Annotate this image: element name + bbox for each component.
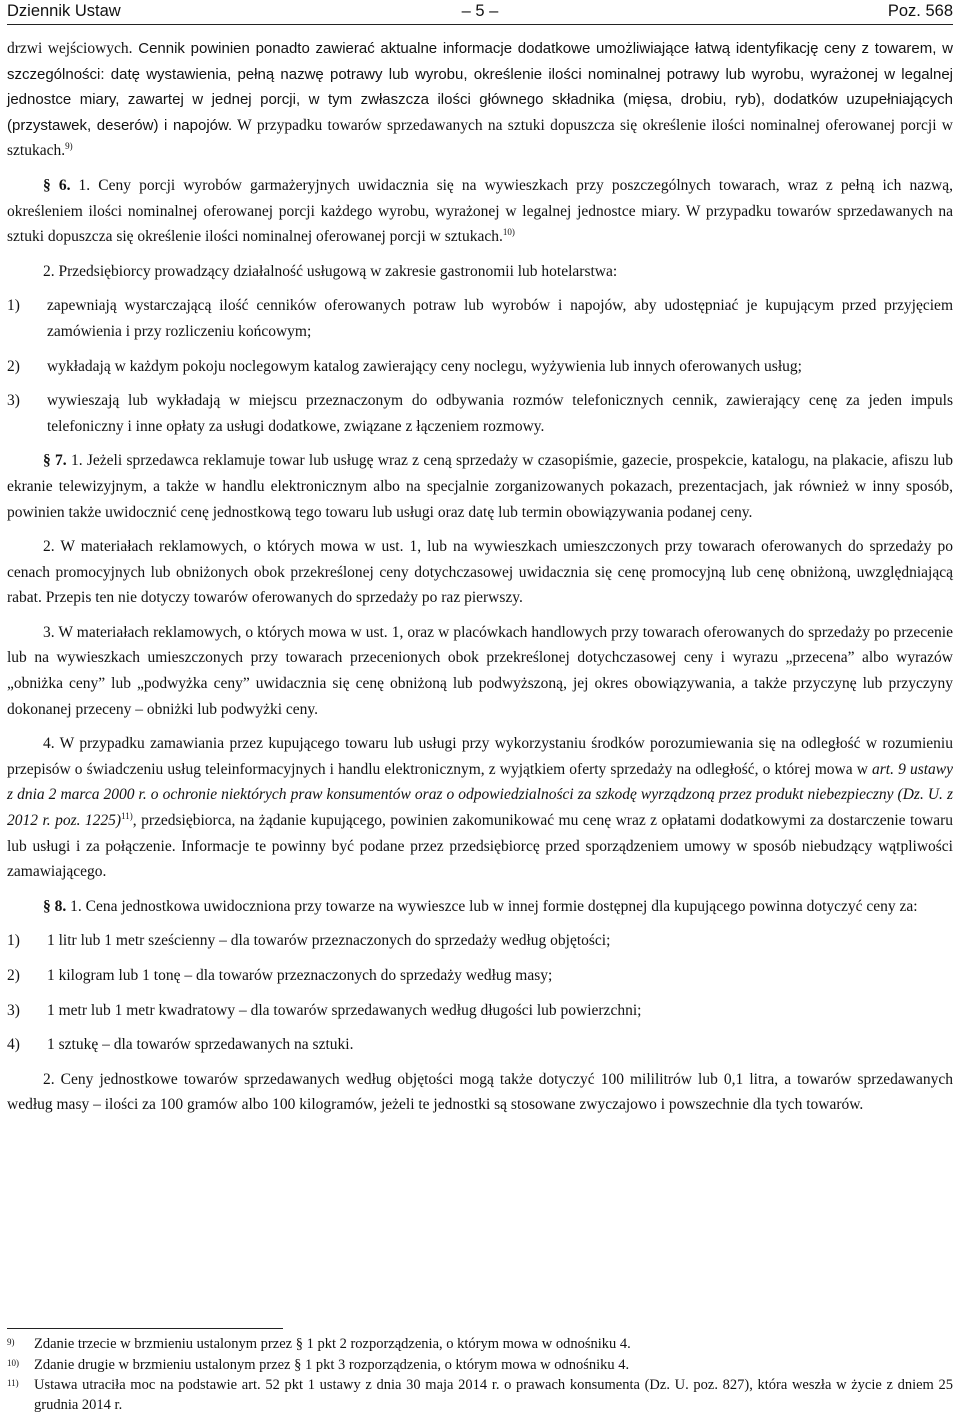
footnote-ref-9: 9) xyxy=(65,141,73,152)
section-8-paragraph-2: 2. Ceny jednostkowe towarów sprzedawanych według objętości mogą także dotyczyć 100 mililitrów lub 0,1 litra, a towarów sprzedawanych według masy – ilości za 100 gramów albo 100 kilogramów, jeżeli te jednostki są stosowane zwyczajowo i powszechnie dla tych towarów. xyxy=(7,1070,953,1114)
list-item-text: 1 sztukę – dla towarów sprzedawanych na sztuki. xyxy=(47,1036,354,1054)
section-8-p1-text: 1. Cena jednostkowa uwidoczniona przy towarze na wywieszce lub w innej formie dostępnej dla kupującego powinna dotyczyć ceny za: xyxy=(66,897,918,915)
footnote xyxy=(7,1356,953,1376)
list-item-number: 2) xyxy=(7,357,20,375)
section-6-paragraph-2: 2. Przedsiębiorcy prowadzący działalność usługową w zakresie gastronomii lub hotelarstwa: xyxy=(43,262,618,280)
continuation-serif-start: drzwi wejściowych. xyxy=(7,40,133,57)
footnotes xyxy=(7,1328,953,1416)
document-body xyxy=(7,36,953,1127)
list-item-text: wykładają w każdym pokoju noclegowym katalog zawierający ceny noclegu, wyżywienia lub innych oferowanych usług; xyxy=(47,357,802,375)
section-6-mark: § 6. xyxy=(43,176,71,194)
list-item-text: 1 metr lub 1 metr kwadratowy – dla towarów sprzedawanych według długości lub powierzchni; xyxy=(47,1001,642,1019)
section-6-p1-text: 1. Ceny porcji wyrobów garmażeryjnych uwidacznia się na wywieszkach przy poszczególnych towarach, wraz z pełną ich nazwą, określeniem ilości nominalnej oferowanej porcji każdego wyrobu, wyrażonej w legalnej jednostce miary. W przypadku towarów sprzedawanych na sztuki dopuszcza się określenie ilości nominalnej oferowanej porcji w sztukach. xyxy=(7,176,953,246)
section-7-p4-start: 4. W przypadku zamawiania przez kupującego towaru lub usługi przy wykorzystaniu środków porozumiewania się na odległość w rozumieniu przepisów o świadczeniu usług teleinformacyjnych i handlu elektronicznym, z wyjątkiem oferty sprzedaży na odległość, o której mowa w xyxy=(7,735,953,778)
page-number: – 5 – xyxy=(461,2,499,20)
list-item-number: 2) xyxy=(7,967,20,984)
list-item-number: 3) xyxy=(7,1001,20,1019)
continuation-paragraph xyxy=(7,36,953,164)
footnote xyxy=(7,1335,953,1355)
footnote-mark: 9) xyxy=(7,1337,15,1347)
journal-title: Dziennik Ustaw xyxy=(7,2,121,20)
footnote-ref-10: 10) xyxy=(502,227,515,237)
list-item-text: 1 kilogram lub 1 tonę – dla towarów przeznaczonych do sprzedaży według masy; xyxy=(47,967,553,984)
footnote-text: Ustawa utraciła moc na podstawie art. 52 pkt 1 ustawy z dnia 30 maja 2014 r. o prawach konsumenta (Dz. U. poz. 827), która weszła w życie z dniem 25 grudnia 2014 r. xyxy=(34,1377,953,1413)
list-item xyxy=(7,388,953,439)
list-item xyxy=(7,354,953,380)
list-item xyxy=(7,963,953,989)
footnote xyxy=(7,1376,953,1415)
list-item xyxy=(7,998,953,1024)
list-item-text: 1 litr lub 1 metr sześcienny – dla towarów przeznaczonych do sprzedaży według objętości; xyxy=(47,932,611,950)
list-item xyxy=(7,293,953,344)
list-item-text: zapewniają wystarczającą ilość cenników oferowanych potraw lub wyrobów i napojów, aby udostępniać je kupującym przed przyjęciem zamówienia i przy rozliczeniu końcowym; xyxy=(47,297,953,340)
section-7-paragraph-1 xyxy=(7,448,953,525)
position-number: Poz. 568 xyxy=(887,2,953,20)
continuation-sans-text: Cennik powinien ponadto zawierać aktualne informacje dodatkowe umożliwiające łatwą identyfikację ceny z towarem, w szczególności: datę wystawienia, pełną nazwę potrawy lub wyrobu, określenie ilości nominalnej potrawy lub wyrobu, wyrażonej w legalnej jednostce miary, zawartej w jednej porcji, w tym zwłaszcza ilości głównego składnika (mięsa, drobiu, ryb), dodatków uzupełniających (przystawek, deserów) i napojów. xyxy=(7,40,953,134)
footnote-text: Zdanie trzecie w brzmieniu ustalonym przez § 1 pkt 2 rozporządzenia, o którym mowa w odnośniku 4. xyxy=(34,1336,631,1352)
footnote-mark: 10) xyxy=(7,1357,19,1368)
page-header xyxy=(7,0,953,25)
list-item xyxy=(7,1032,953,1058)
list-item-text: wywieszają lub wykładają w miejscu przeznaczonym do odbywania rozmów telefonicznych cennik, zawierający cenę za jeden impuls telefoniczny i inne opłaty za usługi dodatkowe, związane z łączeniem rozmowy. xyxy=(47,392,953,435)
footnote-text: Zdanie drugie w brzmieniu ustalonym przez § 1 pkt 3 rozporządzenia, o którym mowa w odnośniku 4. xyxy=(34,1356,630,1373)
section-8-paragraph-1 xyxy=(7,894,953,920)
section-7-paragraph-2: 2. W materiałach reklamowych, o których mowa w ust. 1, lub na wywieszkach umieszczonych przy towarach oferowanych do sprzedaży po cenach promocyjnych lub obniżonych obok przekreślonej ceny dotychczasowej uwidacznia się cenę promocyjną lub cenę obniżoną, uwzględniającą rabat. Przepis ten nie dotyczy towarów oferowanych do sprzedaży po raz pierwszy. xyxy=(7,538,953,607)
section-6-paragraph-1 xyxy=(7,173,953,250)
footnote-mark: 11) xyxy=(7,1378,19,1388)
footnote-divider xyxy=(7,1328,283,1329)
section-8-mark: § 8. xyxy=(43,897,67,915)
section-7-p4-end: , przedsiębiorca, na żądanie kupującego, powinien zakomunikować mu cenę wraz z opłatami dodatkowymi za dostarczenie towaru lub usługi i za połączenie. Informacje te powinny być podane przez przedsiębiorcę przed sporządzeniem umowy w sposób niebudzący wątpliwości zamawiającego. xyxy=(7,812,953,881)
list-item-number: 4) xyxy=(7,1036,20,1054)
section-7-paragraph-4 xyxy=(7,731,953,885)
section-7-p1-text: 1. Jeżeli sprzedawca reklamuje towar lub usługę wraz z ceną sprzedaży w czasopiśmie, gazecie, prospekcie, katalogu, na plakacie, afiszu lub ekranie telewizyjnym, a także w handlu elektronicznym albo na specjalnie zorganizowanych pokazach, prezentacjach, jak również w inny sposób, powinien także uwidocznić cenę jednostkową tego towaru lub usługi oraz datę lub termin obowiązywania podanej ceny. xyxy=(7,452,954,521)
footnote-ref-11: 11) xyxy=(121,810,133,821)
list-item xyxy=(7,928,953,954)
section-7-p4-italic-reference: art. 9 ustawy z dnia 2 marca 2000 r. o ochronie niektórych praw konsumentów oraz o odpowiedzialności za szkodę wyrządzoną przez produkt niebezpieczny (Dz. U. z 2012 r. poz. 1225) xyxy=(7,760,953,830)
list-item-number: 1) xyxy=(7,932,20,950)
list-item-number: 3) xyxy=(7,392,20,410)
continuation-serif-end: W przypadku towarów sprzedawanych na sztuki dopuszcza się określenie ilości nominalnej oferowanej porcji w sztukach. xyxy=(7,116,953,160)
section-7-mark: § 7. xyxy=(43,452,67,470)
section-7-paragraph-3: 3. W materiałach reklamowych, o których mowa w ust. 1, oraz w placówkach handlowych przy towarach oferowanych do sprzedaży po przecenie lub na wywieszkach umieszczonych przy towarach przecenionych obok przekreślonej dotychczasowej ceny i wyrazu „przecena” albo wyrazów „obniżka ceny” lub „podwyżka ceny” uwidacznia się cenę obniżoną lub podwyższoną, jej okres obowiązywania, a także przyczynę lub przyczyny dokonanej przeceny – obniżki lub podwyżki ceny. xyxy=(7,623,953,718)
list-item-number: 1) xyxy=(7,297,20,315)
